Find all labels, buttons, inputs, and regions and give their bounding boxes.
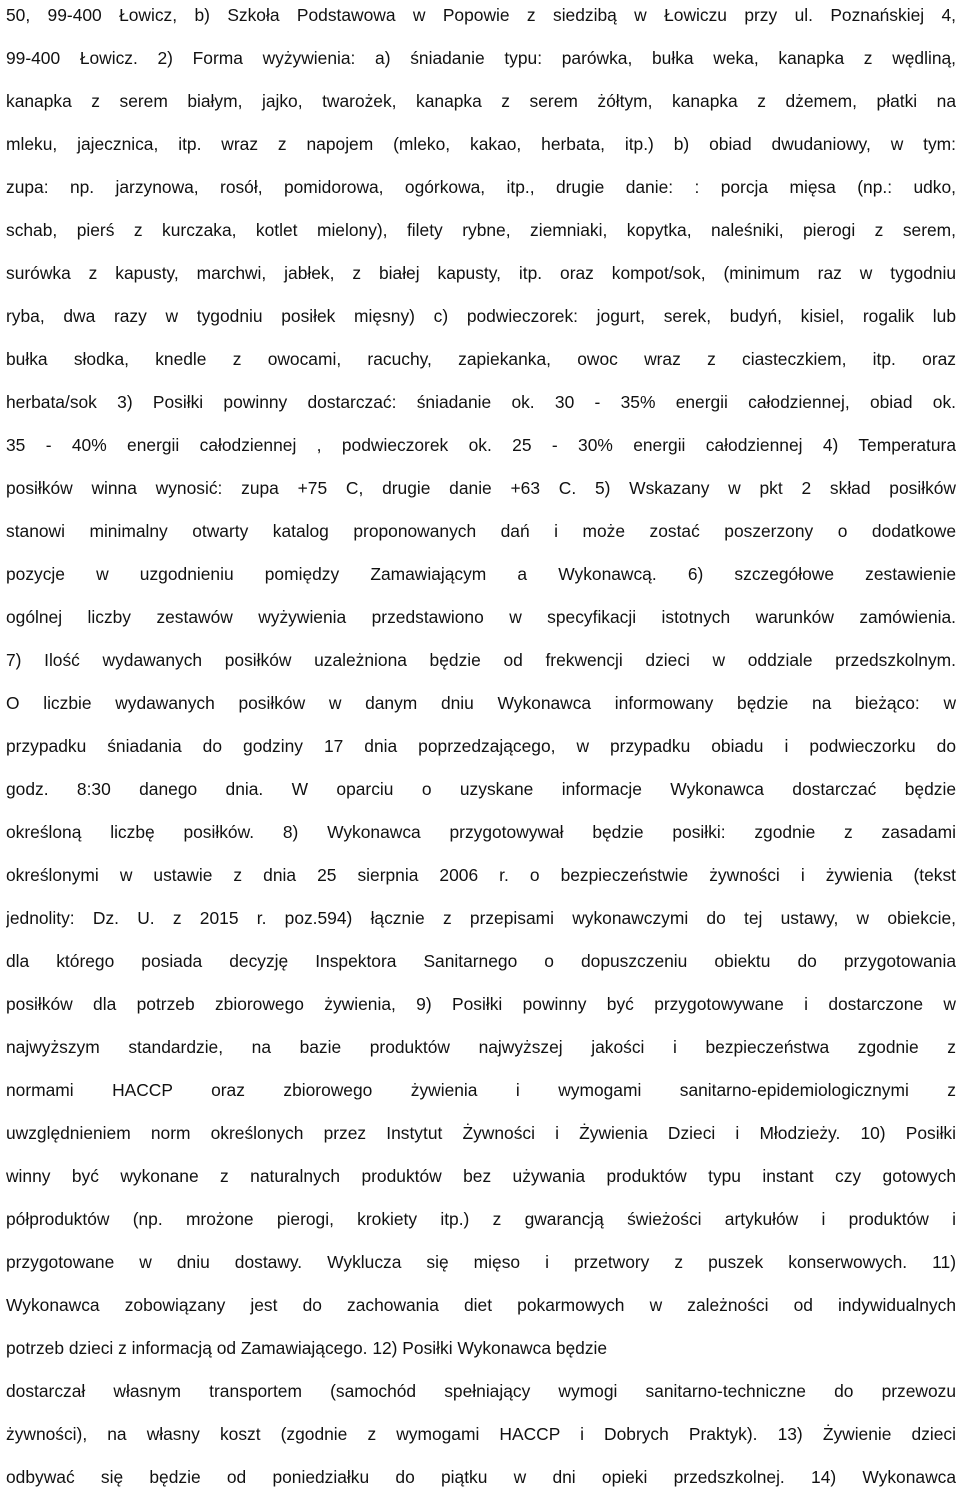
text-line: uwzględnieniem norm określonych przez Instytut Żywności i Żywienia Dzieci i Młodzieży. 10) Posiłki [6,1123,956,1143]
document-page [6,0,956,1490]
text-line: bułka słodka, knedle z owocami, racuchy, zapiekanka, owoc wraz z ciasteczkiem, itp. oraz [6,349,956,369]
text-line: jednolity: Dz. U. z 2015 r. poz.594) łącznie z przepisami wykonawczymi do tej ustawy, w obiekcie, [6,908,956,928]
text-line: surówka z kapusty, marchwi, jabłek, z białej kapusty, itp. oraz kompot/sok, (minimum raz w tygodniu [6,263,956,283]
text-line: ryba, dwa razy w tygodniu posiłek mięsny) c) podwieczorek: jogurt, serek, budyń, kisiel, rogalik lub [6,306,956,326]
text-line: posiłków winna wynosić: zupa +75 C, drugie danie +63 C. 5) Wskazany w pkt 2 skład posiłków [6,478,956,498]
text-line: normami HACCP oraz zbiorowego żywienia i wymogami sanitarno-epidemiologicznymi z [6,1080,956,1100]
text-line: herbata/sok 3) Posiłki powinny dostarczać: śniadanie ok. 30 - 35% energii całodziennej, obiad ok. [6,392,956,412]
text-line: określoną liczbę posiłków. 8) Wykonawca przygotowywał będzie posiłki: zgodnie z zasadami [6,822,956,842]
text-line: dla którego posiada decyzję Inspektora Sanitarnego o dopuszczeniu obiektu do przygotowania [6,951,956,971]
text-line: 99-400 Łowicz. 2) Forma wyżywienia: a) śniadanie typu: parówka, bułka weka, kanapka z wędliną, [6,48,956,68]
text-line: potrzeb dzieci z informacją od Zamawiającego. 12) Posiłki Wykonawca będzie [6,1338,608,1358]
text-line: najwyższym standardzie, na bazie produktów najwyższej jakości i bezpieczeństwa zgodnie z [6,1037,956,1057]
text-line: ogólnej liczby zestawów wyżywienia przedstawiono w specyfikacji istotnych warunków zamówienia. [6,607,956,627]
text-line: półproduktów (np. mrożone pierogi, krokiety itp.) z gwarancją świeżości artykułów i produktów i [6,1209,956,1229]
text-line: O liczbie wydawanych posiłków w danym dniu Wykonawca informowany będzie na bieżąco: w [6,693,956,713]
text-line: odbywać się będzie od poniedziałku do piątku w dni opieki przedszkolnej. 14) Wykonawca [6,1467,956,1487]
text-line: 50, 99-400 Łowicz, b) Szkoła Podstawowa w Popowie z siedzibą w Łowiczu przy ul. Poznańskiej 4, [6,5,956,25]
text-line: schab, pierś z kurczaka, kotlet mielony), filety rybne, ziemniaki, kopytka, naleśniki, pierogi z serem, [6,220,956,240]
text-line: stanowi minimalny otwarty katalog proponowanych dań i może zostać poszerzony o dodatkowe [6,521,956,541]
text-line: zupa: np. jarzynowa, rosół, pomidorowa, ogórkowa, itp., drugie danie: : porcja mięsa (np.: udko, [6,177,956,197]
text-line: posiłków dla potrzeb zbiorowego żywienia, 9) Posiłki powinny być przygotowywane i dostarczone w [6,994,956,1014]
text-line: określonymi w ustawie z dnia 25 sierpnia 2006 r. o bezpieczeństwie żywności i żywienia (tekst [6,865,956,885]
text-line: przygotowane w dniu dostawy. Wyklucza się mięso i przetwory z puszek konserwowych. 11) [6,1252,956,1272]
text-line: 35 - 40% energii całodziennej , podwieczorek ok. 25 - 30% energii całodziennej 4) Temperatura [6,435,956,455]
text-line: 7) Ilość wydawanych posiłków uzależniona będzie od frekwencji dzieci w oddziale przedszkolnym. [6,650,956,670]
text-line: winny być wykonane z naturalnych produktów bez używania produktów typu instant czy gotowych [6,1166,956,1186]
text-line: kanapka z serem białym, jajko, twarożek, kanapka z serem żółtym, kanapka z dżemem, płatki na [6,91,956,111]
text-line: godz. 8:30 danego dnia. W oparciu o uzyskane informacje Wykonawca dostarczać będzie [6,779,956,799]
text-line: pozycje w uzgodnieniu pomiędzy Zamawiającym a Wykonawcą. 6) szczegółowe zestawienie [6,564,956,584]
text-line: żywności), na własny koszt (zgodnie z wymogami HACCP i Dobrych Praktyk). 13) Żywienie dzieci [6,1424,956,1444]
text-line: Wykonawca zobowiązany jest do zachowania diet pokarmowych w zależności od indywidualnych [6,1295,956,1315]
text-line: dostarczał własnym transportem (samochód spełniający wymogi sanitarno-techniczne do przewozu [6,1381,956,1401]
text-line: przypadku śniadania do godziny 17 dnia poprzedzającego, w przypadku obiadu i podwieczorku do [6,736,956,756]
text-line: mleku, jajecznica, itp. wraz z napojem (mleko, kakao, herbata, itp.) b) obiad dwudaniowy, w tym: [6,134,956,154]
